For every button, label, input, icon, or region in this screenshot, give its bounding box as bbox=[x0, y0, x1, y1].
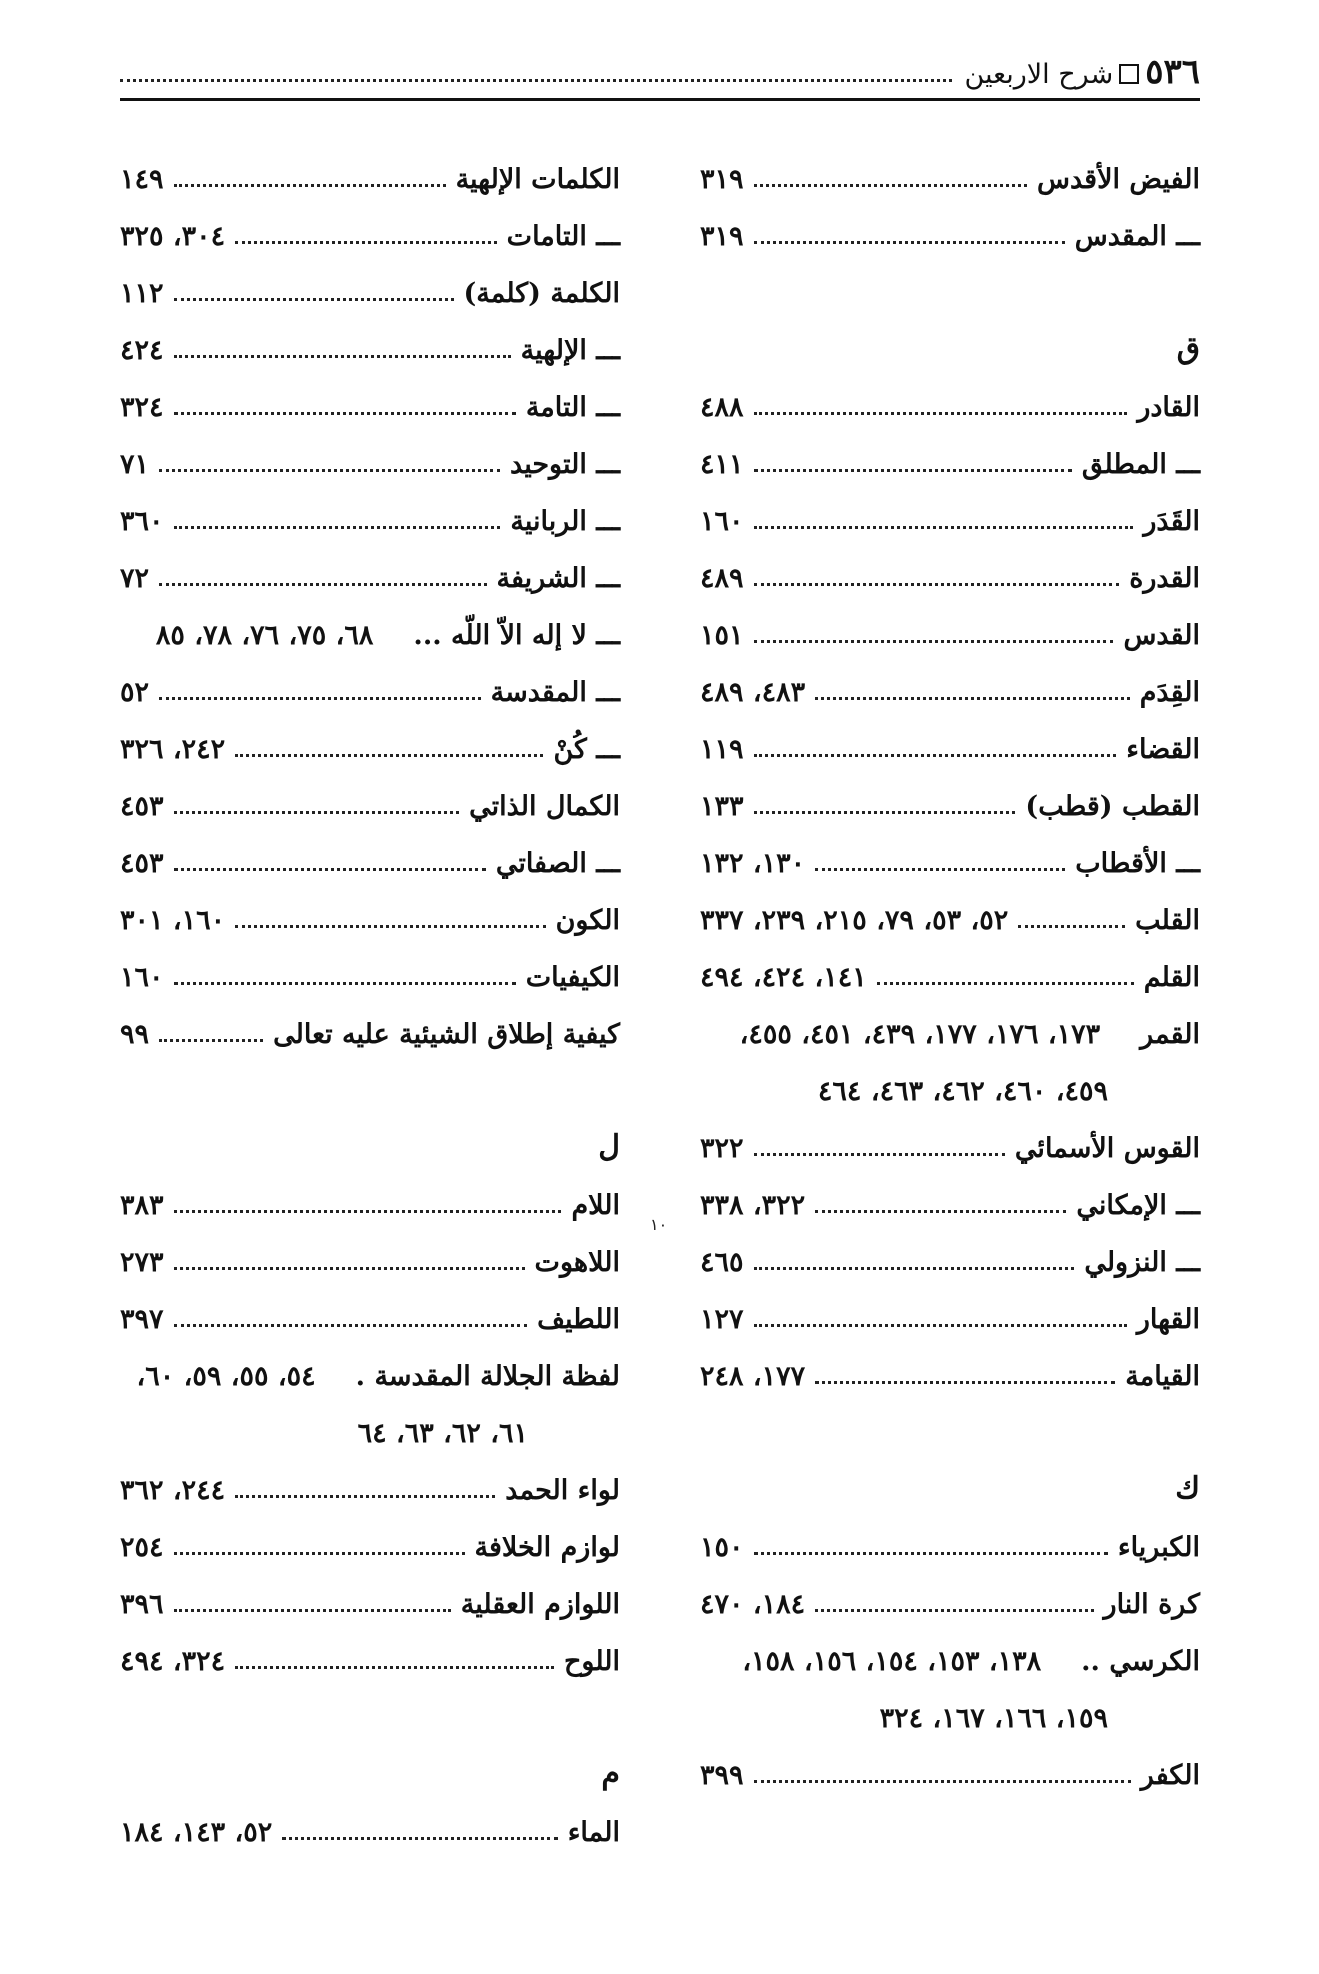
entry-term: ـــ كُنْ bbox=[553, 734, 620, 765]
index-column-right bbox=[700, 148, 1200, 1801]
index-entry bbox=[120, 1516, 620, 1573]
entry-term: لوازم الخلافة bbox=[474, 1532, 620, 1563]
leader-dots bbox=[754, 1552, 1108, 1555]
entry-term: اللوازم العقلية bbox=[460, 1589, 620, 1620]
entry-pages: ١٦٠ bbox=[700, 506, 744, 537]
index-entry bbox=[120, 832, 620, 889]
index-entry bbox=[700, 1288, 1200, 1345]
spacer bbox=[120, 1687, 620, 1744]
index-entry bbox=[120, 661, 620, 718]
entry-pages: ٢٥٤ bbox=[120, 1532, 164, 1563]
index-entry bbox=[700, 1516, 1200, 1573]
entry-term: ـــ المطلق bbox=[1081, 449, 1200, 480]
entry-pages: ٥٢، ٥٣، ٧٩، ٢١٥، ٢٣٩، ٣٣٧ bbox=[700, 905, 1009, 936]
leader-dots bbox=[754, 1267, 1075, 1270]
entry-pages: ٢٧٣ bbox=[120, 1247, 164, 1278]
leader-dots bbox=[174, 1267, 525, 1270]
leader-dots bbox=[815, 1609, 1093, 1612]
section-letter bbox=[120, 1117, 620, 1174]
entry-pages: ٦٨، ٧٥، ٧٦، ٧٨، ٨٥ bbox=[155, 620, 374, 651]
entry-pages: ١٣٠، ١٣٢ bbox=[700, 848, 806, 879]
leader-dots bbox=[754, 526, 1134, 529]
entry-term: القادر bbox=[1137, 392, 1200, 423]
leader-dots bbox=[235, 925, 545, 928]
entry-term: اللام bbox=[571, 1190, 620, 1221]
leader-dots bbox=[754, 583, 1120, 586]
leader-dots bbox=[174, 298, 454, 301]
entry-term: ـــ التوحيد bbox=[510, 449, 620, 480]
spacer bbox=[120, 1060, 620, 1117]
index-entry bbox=[120, 1231, 620, 1288]
entry-pages: ١٥٩، ١٦٦، ١٦٧، ٣٢٤ bbox=[879, 1703, 1108, 1734]
index-entry bbox=[700, 376, 1200, 433]
entry-pages: ٥٤، ٥٥، ٥٩، ٦٠، bbox=[136, 1361, 316, 1392]
leader-dots bbox=[235, 241, 497, 244]
entry-pages: ٤٥٣ bbox=[120, 791, 164, 822]
index-entry bbox=[120, 1345, 620, 1402]
index-column-left bbox=[120, 148, 620, 1858]
index-entry bbox=[120, 1174, 620, 1231]
entry-term: ـــ الإمكاني bbox=[1076, 1190, 1200, 1221]
square-ornament-icon bbox=[1119, 64, 1139, 84]
index-entry bbox=[120, 1801, 620, 1858]
index-entry bbox=[700, 547, 1200, 604]
book-title: شرح الاربعين bbox=[964, 59, 1114, 90]
spacer bbox=[700, 1402, 1200, 1459]
entry-pages: ١٧٧، ٢٤٨ bbox=[700, 1361, 806, 1392]
entry-pages: ٤٦٥ bbox=[700, 1247, 744, 1278]
entry-pages: ٧١ bbox=[120, 449, 150, 480]
entry-pages: ١٤١، ٤٢٤، ٤٩٤ bbox=[700, 962, 867, 993]
index-entry bbox=[120, 889, 620, 946]
entry-term: لواء الحمد bbox=[505, 1475, 620, 1506]
index-entry bbox=[120, 376, 620, 433]
entry-pages: ٣٩٧ bbox=[120, 1304, 164, 1335]
leader-dots bbox=[174, 184, 446, 187]
index-entry bbox=[700, 433, 1200, 490]
entry-term: ـــ الشريفة bbox=[496, 563, 620, 594]
entry-term: القلب bbox=[1135, 905, 1200, 936]
entry-pages: ١١٩ bbox=[700, 734, 744, 765]
entry-term: القَدَر bbox=[1143, 506, 1200, 537]
leader-dots bbox=[174, 868, 486, 871]
leader-dots bbox=[235, 1495, 495, 1498]
entry-pages: ١٥٠ bbox=[700, 1532, 744, 1563]
leader-dots bbox=[159, 469, 500, 472]
leader-dots bbox=[754, 184, 1028, 187]
leader-dots bbox=[754, 412, 1128, 415]
index-entry bbox=[700, 148, 1200, 205]
entry-term: ـــ الصفاتي bbox=[495, 848, 620, 879]
entry-term: الكرسي .. bbox=[1081, 1646, 1200, 1677]
entry-term: ـــ الربانية bbox=[510, 506, 620, 537]
running-header bbox=[120, 40, 1200, 101]
entry-pages: ٤٥٣ bbox=[120, 848, 164, 879]
index-entry bbox=[700, 1630, 1200, 1687]
index-entry bbox=[120, 490, 620, 547]
leader-dots bbox=[174, 412, 516, 415]
entry-term: ـــ المقدس bbox=[1074, 221, 1200, 252]
leader-dots bbox=[754, 1153, 1005, 1156]
entry-pages: ٣١٩ bbox=[700, 221, 744, 252]
entry-pages: ١٨٤، ٤٧٠ bbox=[700, 1589, 806, 1620]
entry-term: ـــ النزولي bbox=[1084, 1247, 1200, 1278]
index-entry bbox=[120, 1630, 620, 1687]
leader-dots bbox=[159, 583, 486, 586]
index-entry bbox=[700, 604, 1200, 661]
entry-term: القمر bbox=[1140, 1019, 1200, 1050]
leader-dots bbox=[282, 1837, 557, 1840]
index-entry bbox=[700, 661, 1200, 718]
leader-dots bbox=[754, 469, 1072, 472]
index-entry bbox=[120, 433, 620, 490]
index-entry bbox=[120, 1459, 620, 1516]
index-entry bbox=[700, 889, 1200, 946]
entry-pages: ٦١، ٦٢، ٦٣، ٦٤ bbox=[357, 1418, 528, 1449]
entry-pages: ٤١١ bbox=[700, 449, 744, 480]
entry-pages: ١٧٣، ١٧٦، ١٧٧، ٤٣٩، ٤٥١، ٤٥٥، bbox=[739, 1019, 1101, 1050]
entry-term: القوس الأسمائي bbox=[1014, 1133, 1200, 1164]
entry-term: الماء bbox=[567, 1817, 620, 1848]
section-letter-label: ك bbox=[1175, 1471, 1200, 1506]
index-entry bbox=[700, 205, 1200, 262]
leader-dots bbox=[815, 697, 1130, 700]
entry-pages: ٣٢٢ bbox=[700, 1133, 744, 1164]
leader-dots bbox=[815, 868, 1065, 871]
entry-term: الكيفيات bbox=[525, 962, 620, 993]
leader-dots bbox=[815, 1210, 1066, 1213]
entry-pages: ٢٤٢، ٣٢٦ bbox=[120, 734, 226, 765]
entry-term: كيفية إطلاق الشيئية عليه تعالى bbox=[273, 1019, 620, 1050]
index-entry bbox=[120, 262, 620, 319]
entry-term: ـــ التامات bbox=[506, 221, 620, 252]
entry-term: الكلمات الإلهية bbox=[455, 164, 620, 195]
section-letter-label: ق bbox=[1176, 331, 1200, 366]
entry-pages: ٥٢ bbox=[120, 677, 150, 708]
index-entry bbox=[120, 148, 620, 205]
leader-dots bbox=[174, 1552, 465, 1555]
leader-dots bbox=[174, 1609, 451, 1612]
entry-pages: ٤٨٨ bbox=[700, 392, 744, 423]
entry-term: الكبرياء bbox=[1117, 1532, 1200, 1563]
index-entry bbox=[700, 1345, 1200, 1402]
entry-term: الكون bbox=[555, 905, 620, 936]
entry-term: الكفر bbox=[1140, 1760, 1200, 1791]
entry-term: اللوح bbox=[563, 1646, 620, 1677]
entry-pages: ٣٢٢، ٣٣٨ bbox=[700, 1190, 806, 1221]
index-entry bbox=[120, 319, 620, 376]
entry-term: ـــ المقدسة bbox=[490, 677, 620, 708]
leader-dots bbox=[754, 640, 1114, 643]
index-entry bbox=[700, 1573, 1200, 1630]
spacer bbox=[700, 262, 1200, 319]
index-entry bbox=[700, 1174, 1200, 1231]
entry-pages: ٣١٩ bbox=[700, 164, 744, 195]
leader-dots bbox=[174, 355, 511, 358]
index-entry-continuation bbox=[700, 1687, 1200, 1744]
section-letter-label: ل bbox=[598, 1129, 620, 1164]
entry-term: القلم bbox=[1143, 962, 1200, 993]
entry-pages: ٣٦٠ bbox=[120, 506, 164, 537]
section-letter-label: م bbox=[601, 1756, 620, 1791]
leader-dots bbox=[235, 754, 543, 757]
entry-term: القِدَم bbox=[1139, 677, 1200, 708]
leader-dots bbox=[174, 982, 516, 985]
entry-pages: ٣٢٤ bbox=[120, 392, 164, 423]
leader-dots bbox=[754, 754, 1117, 757]
entry-pages: ٣٩٦ bbox=[120, 1589, 164, 1620]
leader-dots bbox=[815, 1381, 1115, 1384]
entry-pages: ٣٢٤، ٤٩٤ bbox=[120, 1646, 226, 1677]
entry-pages: ١٣٣ bbox=[700, 791, 744, 822]
entry-term: الكلمة (كلمة) bbox=[463, 278, 620, 309]
entry-term: القطب (قطب) bbox=[1025, 791, 1200, 822]
index-entry bbox=[120, 547, 620, 604]
index-entry bbox=[700, 490, 1200, 547]
entry-term: القدس bbox=[1123, 620, 1200, 651]
leader-dots bbox=[174, 1210, 562, 1213]
entry-term: الكمال الذاتي bbox=[469, 791, 620, 822]
entry-term: ـــ لا إله الاّ اللّه ... bbox=[413, 620, 620, 651]
index-entry bbox=[700, 775, 1200, 832]
index-entry-continuation bbox=[120, 1402, 620, 1459]
section-letter bbox=[700, 319, 1200, 376]
leader-dots bbox=[159, 1039, 263, 1042]
entry-term: اللاهوت bbox=[534, 1247, 620, 1278]
index-entry bbox=[700, 1231, 1200, 1288]
entry-pages: ٤٥٩، ٤٦٠، ٤٦٢، ٤٦٣، ٤٦٤ bbox=[817, 1076, 1108, 1107]
entry-pages: ٣٩٩ bbox=[700, 1760, 744, 1791]
index-entry bbox=[700, 718, 1200, 775]
index-entry bbox=[120, 1573, 620, 1630]
leader-dots bbox=[754, 811, 1016, 814]
index-entry bbox=[120, 205, 620, 262]
header-leader-dots bbox=[120, 78, 952, 82]
leader-dots bbox=[754, 1780, 1131, 1783]
entry-term: القيامة bbox=[1125, 1361, 1200, 1392]
leader-dots bbox=[754, 1324, 1127, 1327]
entry-pages: ١٥١ bbox=[700, 620, 744, 651]
entry-pages: ٢٤٤، ٣٦٢ bbox=[120, 1475, 226, 1506]
entry-pages: ١٦٠ bbox=[120, 962, 164, 993]
index-entry bbox=[120, 1003, 620, 1060]
entry-pages: ٤٨٩ bbox=[700, 563, 744, 594]
entry-pages: ٥٢، ١٤٣، ١٨٤ bbox=[120, 1817, 273, 1848]
leader-dots bbox=[174, 526, 501, 529]
index-entry bbox=[700, 832, 1200, 889]
section-letter bbox=[120, 1744, 620, 1801]
leader-dots bbox=[754, 241, 1065, 244]
leader-dots bbox=[877, 982, 1134, 985]
entry-pages: ٣٠٤، ٣٢٥ bbox=[120, 221, 226, 252]
index-entry bbox=[120, 604, 620, 661]
entry-pages: ١٦٠، ٣٠١ bbox=[120, 905, 226, 936]
entry-term: القضاء bbox=[1126, 734, 1200, 765]
index-entry bbox=[120, 946, 620, 1003]
entry-pages: ٤٨٣، ٤٨٩ bbox=[700, 677, 806, 708]
entry-term: ـــ الإلهية bbox=[520, 335, 620, 366]
entry-term: القدرة bbox=[1129, 563, 1200, 594]
index-entry bbox=[700, 1003, 1200, 1060]
index-entry bbox=[700, 946, 1200, 1003]
leader-dots bbox=[174, 1324, 528, 1327]
section-letter bbox=[700, 1459, 1200, 1516]
index-entry bbox=[120, 775, 620, 832]
entry-pages: ٧٢ bbox=[120, 563, 150, 594]
index-entry-continuation bbox=[700, 1060, 1200, 1117]
entry-pages: ١١٢ bbox=[120, 278, 164, 309]
entry-pages: ٣٨٣ bbox=[120, 1190, 164, 1221]
entry-pages: ١٣٨، ١٥٣، ١٥٤، ١٥٦، ١٥٨، bbox=[742, 1646, 1042, 1677]
margin-line-number: ١٠ bbox=[650, 1215, 668, 1234]
entry-term: ـــ الأقطاب bbox=[1075, 848, 1200, 879]
leader-dots bbox=[235, 1666, 554, 1669]
leader-dots bbox=[174, 811, 460, 814]
leader-dots bbox=[1018, 925, 1125, 928]
entry-pages: ١٢٧ bbox=[700, 1304, 744, 1335]
entry-pages: ٩٩ bbox=[120, 1019, 150, 1050]
leader-dots bbox=[159, 697, 481, 700]
index-entry bbox=[120, 1288, 620, 1345]
page-number: ٥٣٦ bbox=[1145, 52, 1200, 92]
index-entry bbox=[700, 1744, 1200, 1801]
index-entry bbox=[120, 718, 620, 775]
entry-term: اللطيف bbox=[537, 1304, 620, 1335]
entry-term: ـــ التامة bbox=[525, 392, 620, 423]
entry-term: القهار bbox=[1136, 1304, 1200, 1335]
entry-term: لفظة الجلالة المقدسة . bbox=[355, 1361, 620, 1392]
entry-pages: ١٤٩ bbox=[120, 164, 164, 195]
index-entry bbox=[700, 1117, 1200, 1174]
entry-pages: ٤٢٤ bbox=[120, 335, 164, 366]
entry-term: الفيض الأقدس bbox=[1037, 164, 1200, 195]
entry-term: كرة النار bbox=[1103, 1589, 1200, 1620]
